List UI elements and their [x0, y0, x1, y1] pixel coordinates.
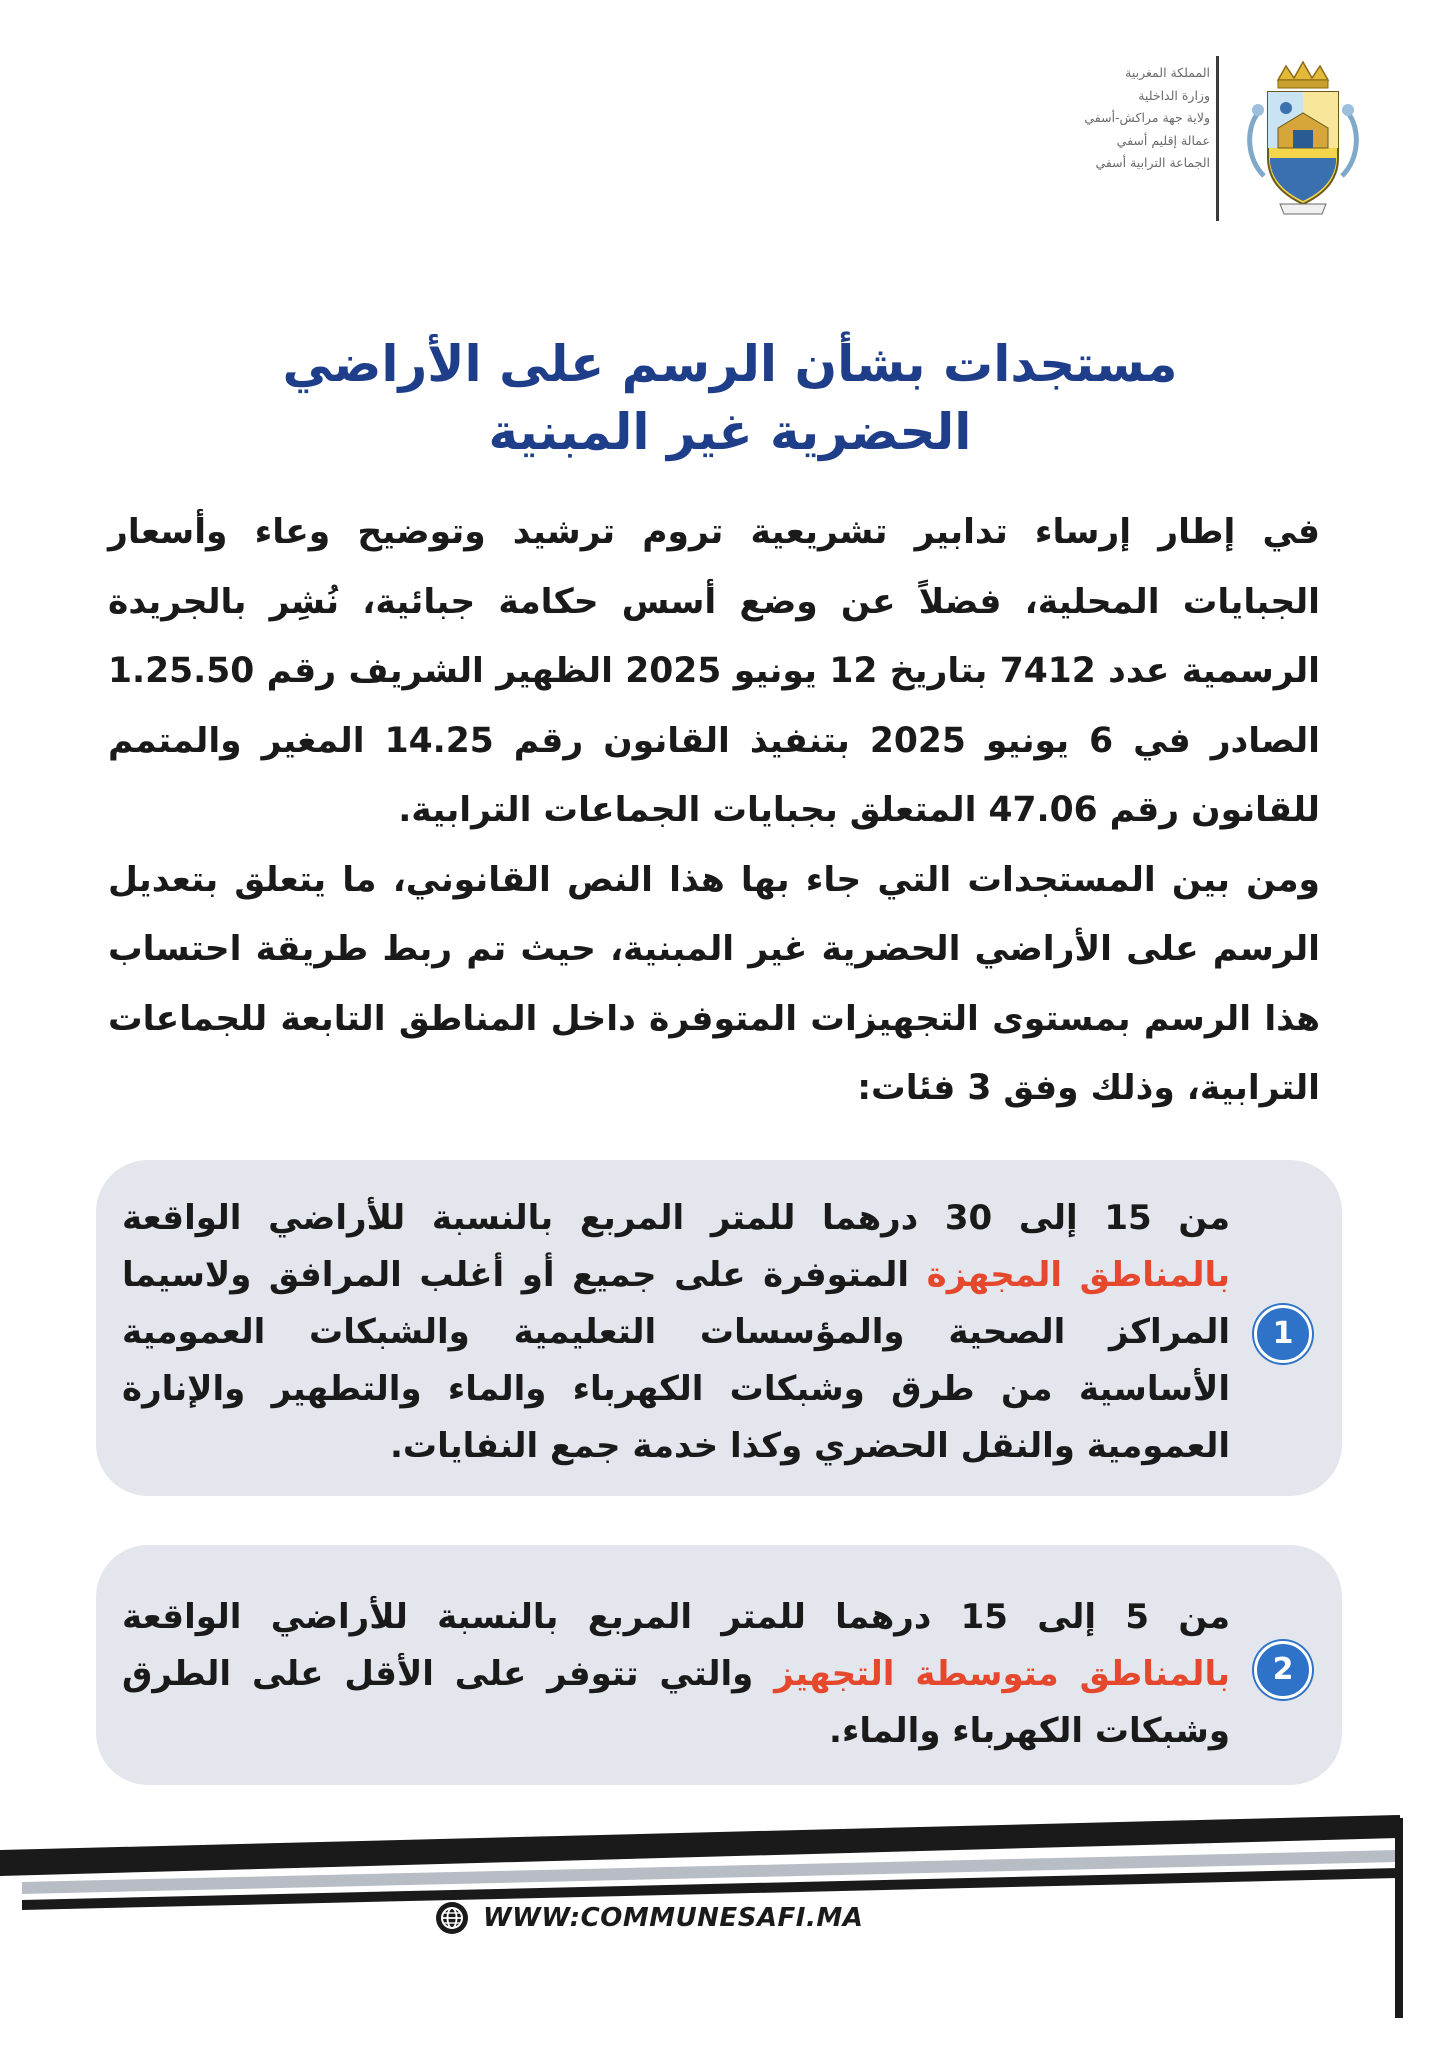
- page-title: [230, 330, 1230, 466]
- website-url[interactable]: WWW:COMMUNESAFI.MA: [483, 1903, 864, 1933]
- ministry-header: [980, 62, 1210, 175]
- title-line-1: مستجدات بشأن الرسم على الأراضي: [282, 335, 1178, 393]
- category-highlight: بالمناطق متوسطة التجهيز: [774, 1654, 1230, 1694]
- title-line-2: الحضرية غير المبنية: [488, 403, 972, 461]
- header-line: وزارة الداخلية: [1138, 87, 1210, 103]
- category-text-start: من 15 إلى 30 درهما للمتر المربع بالنسبة للأراضي الواقعة: [122, 1198, 1230, 1238]
- coat-of-arms-icon: [1238, 58, 1368, 218]
- intro-paragraph-1: في إطار إرساء تدابير تشريعية تروم ترشيد وتوضيح وعاء وأسعار الجبايات المحلية، فضلاً عن وضع أسس حكامة جبائية، نُشِر بالجريدة الرسمية عدد 7412 بتاريخ 12 يونيو 2025 الظهير الشريف رقم 1.25.50 الصادر في 6 يونيو 2025 بتنفيذ القانون رقم 14.25 المغير والمتمم للقانون رقم 47.06 المتعلق بجبايات الجماعات الترابية.: [108, 512, 1320, 830]
- intro-paragraph-2: ومن بين المستجدات التي جاء بها هذا النص القانوني، ما يتعلق بتعديل الرسم على الأراضي الحضرية غير المبنية، حيث تم ربط طريقة احتساب هذا الرسم بمستوى التجهيزات المتوفرة داخل المناطق التابعة للجماعات الترابية، وذلك وفق 3 فئات:: [108, 859, 1320, 1108]
- header-line: ولاية جهة مراكش-أسفي: [1084, 110, 1210, 125]
- category-card-2: [96, 1545, 1342, 1785]
- header-divider: [1216, 56, 1219, 221]
- category-card-1: [96, 1160, 1342, 1496]
- category-text-start: من 5 إلى 15 درهما للمتر المربع بالنسبة للأراضي الواقعة: [122, 1597, 1230, 1637]
- header-line: عمالة إقليم أسفي: [1116, 132, 1210, 148]
- category-number-badge: 2: [1254, 1641, 1312, 1699]
- header-line: المملكة المغربية: [1125, 65, 1210, 80]
- header-line: الجماعة الترابية أسفي: [1095, 155, 1210, 170]
- category-text: [122, 1589, 1230, 1760]
- category-text: [122, 1190, 1230, 1475]
- category-text-end: المتوفرة على جميع أو أغلب المرافق ولاسيما المراكز الصحية والمؤسسات التعليمية والشبكات العمومية الأساسية من طرق وشبكات الكهرباء والماء والتطهير والإنارة العمومية والنقل الحضري وكذا خدمة جمع النفايات.: [122, 1255, 1230, 1466]
- category-highlight: بالمناطق المجهزة: [926, 1255, 1230, 1295]
- footer-website[interactable]: [435, 1898, 863, 1938]
- category-number-badge: 1: [1254, 1305, 1312, 1363]
- intro-text: [108, 498, 1320, 1124]
- category-text-end: والتي تتوفر على الأقل على الطرق وشبكات الكهرباء والماء.: [122, 1654, 1230, 1751]
- globe-icon: [435, 1901, 469, 1935]
